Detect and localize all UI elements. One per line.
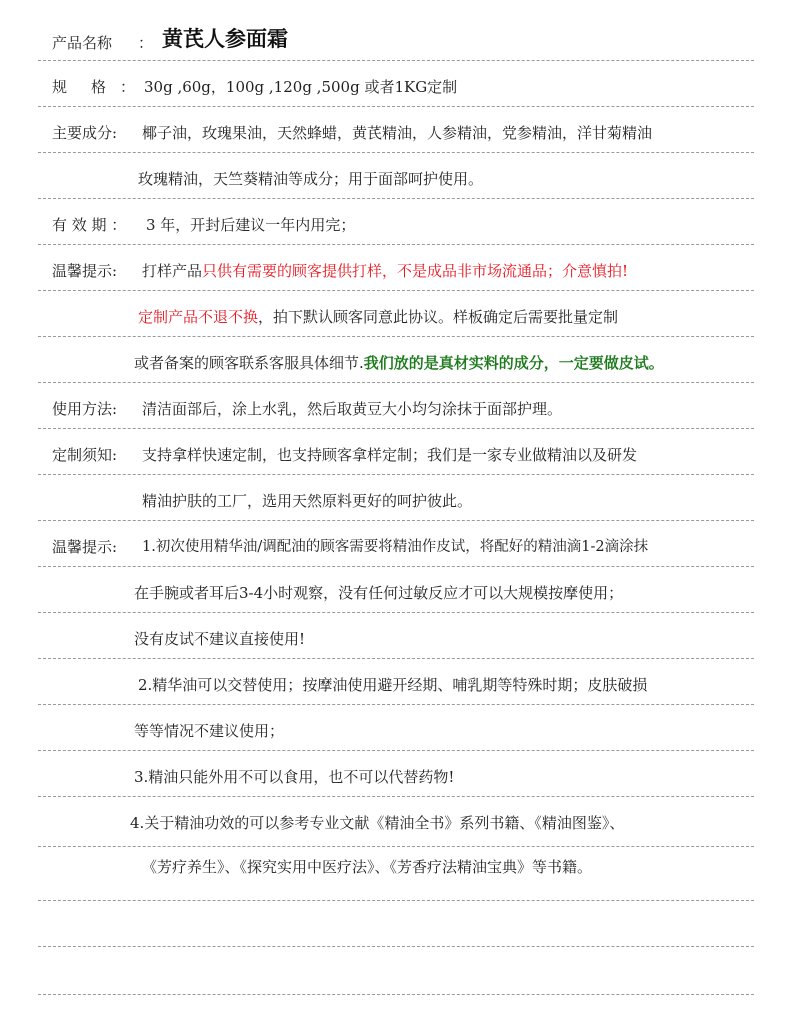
validity-label: 有 效 期 ：	[52, 216, 127, 234]
custom-line-2: 精油护肤的工厂，选用天然原料更好的呵护彼此。	[142, 492, 473, 510]
notice2-line-1: 1.初次使用精华油/调配油的顾客需要将精油作皮试，将配好的精油滴1-2滴涂抹	[142, 539, 649, 555]
divider	[38, 152, 754, 153]
divider	[38, 796, 754, 797]
ingredients-label: 主要成分:	[52, 124, 118, 142]
notice1-skin-test-text: 我们放的是真材实料的成分，一定要做皮试。	[363, 354, 664, 372]
ingredients-line-2: 玫瑰精油，天竺葵精油等成分；用于面部呵护使用。	[138, 170, 484, 188]
usage-label: 使用方法:	[52, 400, 118, 418]
spec-label: 规 格	[52, 78, 107, 96]
divider	[38, 658, 754, 659]
notice1-line-1	[142, 260, 628, 282]
divider	[38, 566, 754, 567]
divider	[38, 106, 754, 107]
divider	[38, 900, 754, 901]
product-name-value: 黄芪人参面霜	[162, 26, 288, 51]
notice1-line-2	[138, 306, 618, 328]
custom-label: 定制须知:	[52, 446, 118, 464]
divider	[38, 428, 754, 429]
spec-value: 30g ,60g，100g ,120g ,500g 或者1KG定制	[144, 78, 458, 96]
custom-line-1: 支持拿样快速定制，也支持顾客拿样定制；我们是一家专业做精油以及研发	[142, 446, 638, 464]
product-name-colon: ：	[138, 34, 154, 52]
notice1-line-3	[134, 352, 664, 374]
divider	[38, 60, 754, 61]
divider	[38, 474, 754, 475]
notice1-line-2-b: ，拍下默认顾客同意此协议。样板确定后需要批量定制	[258, 308, 619, 326]
divider	[38, 994, 754, 995]
divider	[38, 244, 754, 245]
divider	[38, 198, 754, 199]
divider	[38, 750, 754, 751]
product-name-label: 产品名称	[52, 34, 113, 52]
notice2-line-5: 等等情况不建议使用；	[134, 722, 285, 740]
divider	[38, 946, 754, 947]
divider	[38, 704, 754, 705]
divider	[38, 336, 754, 337]
notice2-line-3: 没有皮试不建议直接使用!	[134, 630, 306, 648]
notice2-label: 温馨提示:	[52, 538, 118, 556]
notice1-label: 温馨提示:	[52, 262, 118, 280]
notice2-line-2: 在手腕或者耳后3-4小时观察，没有任何过敏反应才可以大规模按摩使用；	[134, 584, 624, 602]
divider	[38, 290, 754, 291]
notice2-line-8: 《芳疗养生》、《探究实用中医疗法》、《芳香疗法精油宝典》等书籍。	[142, 858, 593, 876]
ingredients-line-1: 椰子油，玫瑰果油，天然蜂蜡，黄芪精油，人参精油，党参精油，洋甘菊精油	[142, 124, 653, 142]
notice1-line-3-a: 或者备案的顾客联系客服具体细节.	[134, 354, 364, 372]
validity-value: 3 年，开封后建议一年内用完；	[146, 216, 356, 234]
divider	[38, 520, 754, 521]
spec-colon: ：	[120, 78, 136, 96]
notice2-line-7: 4.关于精油功效的可以参考专业文献《精油全书》系列书籍、《精油图鉴》、	[130, 814, 625, 832]
notice2-line-4: 2.精华油可以交替使用；按摩油使用避开经期、哺乳期等特殊时期；皮肤破损	[138, 676, 648, 694]
notice2-line-6: 3.精油只能外用不可以食用，也不可以代替药物!	[134, 768, 455, 786]
divider	[38, 612, 754, 613]
usage-value: 清洁面部后，涂上水乳，然后取黄豆大小均匀涂抹于面部护理。	[142, 400, 563, 418]
notice1-no-return-text: 定制产品不退不换	[138, 308, 259, 326]
divider	[38, 846, 754, 847]
notice1-line-1-warning: 只供有需要的顾客提供打样，不是成品非市场流通品；介意慎拍!	[202, 262, 629, 280]
divider	[38, 382, 754, 383]
notice1-line-1-a: 打样产品	[142, 262, 203, 280]
